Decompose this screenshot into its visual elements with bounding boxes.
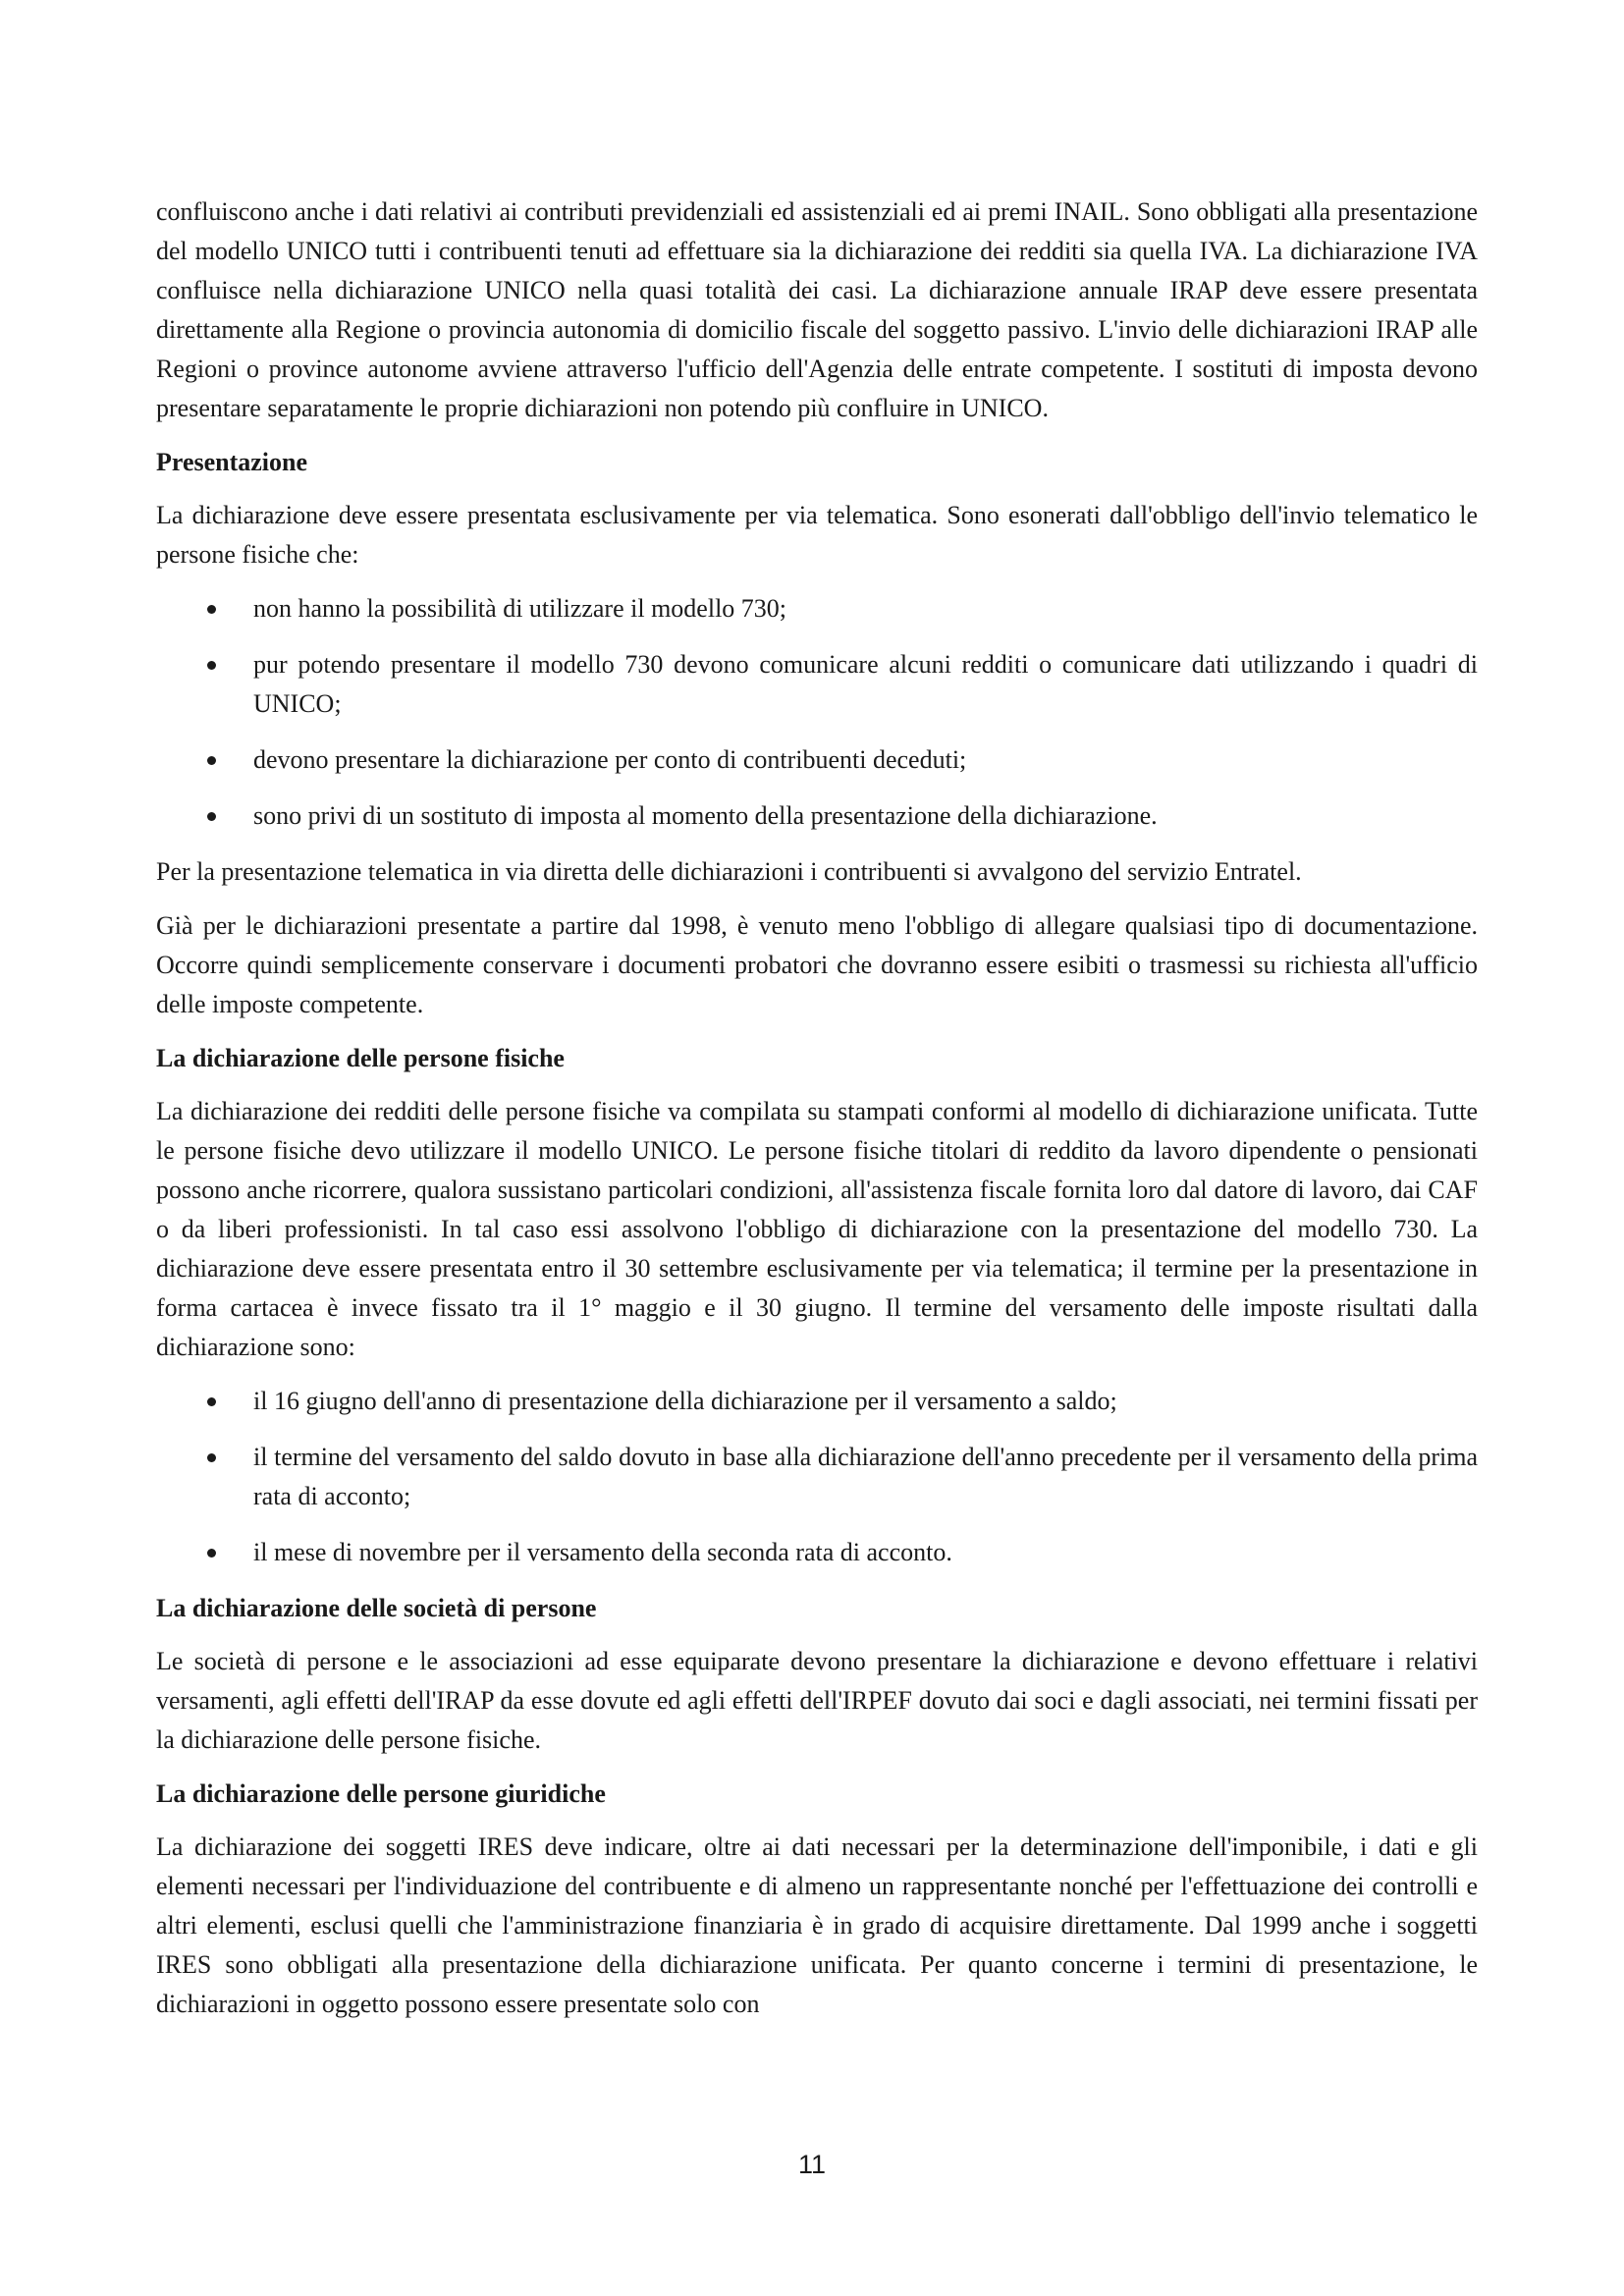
paragraph-documentazione: Già per le dichiarazioni presentate a partire dal 1998, è venuto meno l'obbligo di allegare qualsiasi tipo di documentazione. Occorre quindi semplicemente conservare i documenti probatori che dovranno essere esibiti o trasmessi su richiesta all'ufficio delle imposte competente. xyxy=(156,911,1478,1018)
list-item-text: non hanno la possibilità di utilizzare il modello 730; xyxy=(253,594,787,623)
list-item-text: il mese di novembre per il versamento della seconda rata di acconto. xyxy=(253,1538,952,1566)
list-deadlines xyxy=(156,1382,1478,1572)
paragraph-unico-intro: confluiscono anche i dati relativi ai contributi previdenziali ed assistenziali ed ai premi INAIL. Sono obbligati alla presentazione del modello UNICO tutti i contribuenti tenuti ad effettuare sia la dichiarazione dei redditi sia quella IVA. La dichiarazione IVA confluisce nella dichiarazione UNICO nella quasi totalità dei casi. La dichiarazione annuale IRAP deve essere presentata direttamente alla Regione o provincia autonomia di domicilio fiscale del soggetto passivo. L'invio delle dichiarazioni IRAP alle Regioni o province autonome avviene attraverso l'ufficio dell'Agenzia delle entrate competente. I sostituti di imposta devono presentare separatamente le proprie dichiarazioni non potendo più confluire in UNICO. xyxy=(156,197,1478,422)
bullet-icon xyxy=(207,1549,216,1558)
paragraph-persone-giuridiche: La dichiarazione dei soggetti IRES deve indicare, oltre ai dati necessari per la determinazione dell'imponibile, i dati e gli elementi necessari per l'individuazione del contribuente e di almeno un rappresentante nonché per l'effettuazione dei controlli e altri elementi, esclusi quelli che l'amministrazione finanziaria è in grado di acquisire direttamente. Dal 1999 anche i soggetti IRES sono obbligati alla presentazione della dichiarazione unificata. Per quanto concerne i termini di presentazione, le dichiarazioni in oggetto possono essere presentate solo con xyxy=(156,1832,1478,2018)
list-item-text: devono presentare la dichiarazione per conto di contribuenti deceduti; xyxy=(253,745,967,774)
document-page xyxy=(156,192,1478,2039)
heading-societa-persone: La dichiarazione delle società di persone xyxy=(156,1594,597,1622)
list-item xyxy=(156,589,1478,629)
bullet-icon xyxy=(207,1453,216,1462)
paragraph-societa-persone: Le società di persone e le associazioni ad esse equiparate devono presentare la dichiarazione e devono effettuare i relativi versamenti, agli effetti dell'IRAP da esse dovute ed agli effetti dell'IRPEF dovuto dai soci e dagli associati, nei termini fissati per la dichiarazione delle persone fisiche. xyxy=(156,1647,1478,1754)
bullet-icon xyxy=(207,1397,216,1406)
paragraph-presentazione: La dichiarazione deve essere presentata esclusivamente per via telematica. Sono esonerati dall'obbligo dell'invio telematico le persone fisiche che: xyxy=(156,501,1478,569)
list-item xyxy=(156,1382,1478,1421)
bullet-icon xyxy=(207,756,216,765)
list-item xyxy=(156,1438,1478,1516)
list-item xyxy=(156,740,1478,780)
bullet-icon xyxy=(207,605,216,614)
list-item-text: il termine del versamento del saldo dovuto in base alla dichiarazione dell'anno precedente per il versamento della prima rata di acconto; xyxy=(253,1443,1478,1510)
list-item xyxy=(156,796,1478,836)
list-item-text: il 16 giugno dell'anno di presentazione della dichiarazione per il versamento a saldo; xyxy=(253,1387,1117,1415)
bullet-icon xyxy=(207,812,216,821)
heading-presentazione: Presentazione xyxy=(156,448,308,476)
paragraph-entratel: Per la presentazione telematica in via diretta delle dichiarazioni i contribuenti si avvalgono del servizio Entratel. xyxy=(156,857,1302,886)
list-item xyxy=(156,645,1478,724)
bullet-icon xyxy=(207,661,216,670)
list-exemptions xyxy=(156,589,1478,836)
page-number: 11 xyxy=(797,2150,827,2179)
list-item xyxy=(156,1533,1478,1572)
paragraph-persone-fisiche: La dichiarazione dei redditi delle persone fisiche va compilata su stampati conformi al modello di dichiarazione unificata. Tutte le persone fisiche devo utilizzare il modello UNICO. Le persone fisiche titolari di reddito da lavoro dipendente o pensionati possono anche ricorrere, qualora sussistano particolari condizioni, all'assistenza fiscale fornita loro dal datore di lavoro, dai CAF o da liberi professionisti. In tal caso essi assolvono l'obbligo di dichiarazione con la presentazione del modello 730. La dichiarazione deve essere presentata entro il 30 settembre esclusivamente per via telematica; il termine per la presentazione in forma cartacea è invece fissato tra il 1° maggio e il 30 giugno. Il termine del versamento delle imposte risultati dalla dichiarazione sono: xyxy=(156,1097,1478,1361)
list-item-text: sono privi di un sostituto di imposta al momento della presentazione della dichiarazione. xyxy=(253,801,1158,830)
heading-persone-giuridiche: La dichiarazione delle persone giuridiche xyxy=(156,1779,606,1808)
heading-persone-fisiche: La dichiarazione delle persone fisiche xyxy=(156,1044,565,1072)
list-item-text: pur potendo presentare il modello 730 devono comunicare alcuni redditi o comunicare dati utilizzando i quadri di UNICO; xyxy=(253,650,1478,718)
